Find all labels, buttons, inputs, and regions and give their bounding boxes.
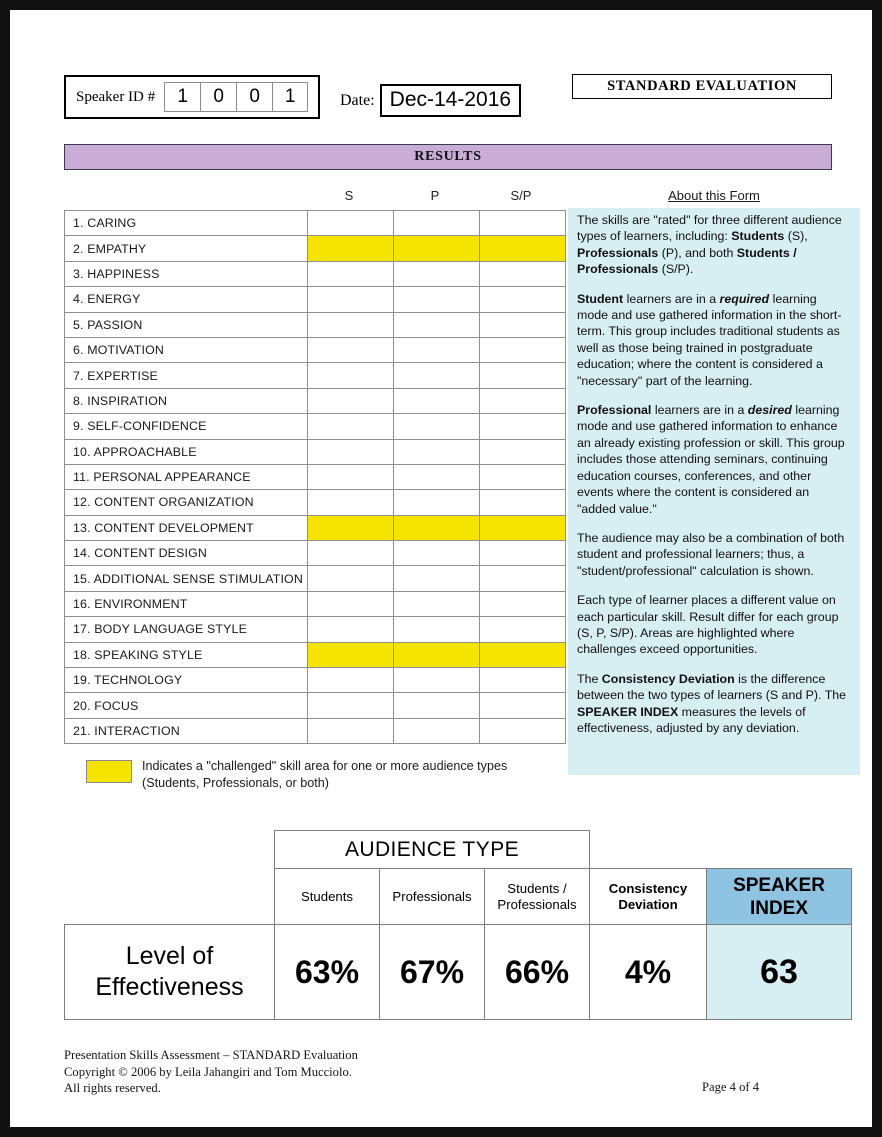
speaker-id-digit[interactable]: 0 (236, 82, 272, 112)
skill-cell-sp[interactable] (480, 718, 566, 743)
skill-cell-s[interactable] (308, 337, 394, 362)
skill-cell-p[interactable] (394, 337, 480, 362)
skill-cell-sp[interactable] (480, 236, 566, 261)
row-label-level-of-effectiveness: Level of Effectiveness (65, 925, 275, 1020)
skill-cell-p[interactable] (394, 464, 480, 489)
skill-cell-sp[interactable] (480, 312, 566, 337)
skill-cell-sp[interactable] (480, 439, 566, 464)
about-paragraph: Professional learners are in a desired learning mode and use gathered information to enhance an already existing profession or skill. This group includes those attending seminars, continuing education courses, conferences, and other events where the content is considered an "added value." (577, 403, 845, 516)
skill-cell-p[interactable] (394, 515, 480, 540)
about-paragraph: Student learners are in a required learning mode and use gathered information in the short-term. This group includes traditional students as well as those being trained in postgraduate education; where the content is considered a "necessary" part of the learning. (577, 291, 842, 388)
speaker-id-box (64, 75, 320, 119)
skill-row (65, 337, 566, 362)
skill-row (65, 211, 566, 236)
value-professionals: 67% (380, 925, 485, 1020)
skill-cell-p[interactable] (394, 261, 480, 286)
skill-cell-s[interactable] (308, 236, 394, 261)
skill-cell-p[interactable] (394, 566, 480, 591)
skill-row (65, 591, 566, 616)
skill-cell-s[interactable] (308, 490, 394, 515)
skill-cell-sp[interactable] (480, 515, 566, 540)
audience-group-header-row (65, 831, 852, 869)
footer-line-1: Presentation Skills Assessment – STANDARD Evaluation (64, 1048, 358, 1062)
skill-label: 11. PERSONAL APPEARANCE (65, 464, 308, 489)
results-banner: RESULTS (64, 144, 832, 170)
skill-label: 1. CARING (65, 211, 308, 236)
skill-row (65, 439, 566, 464)
audience-type-table (64, 830, 852, 1020)
skill-cell-p[interactable] (394, 718, 480, 743)
skill-row (65, 566, 566, 591)
skill-cell-p[interactable] (394, 693, 480, 718)
skill-cell-p[interactable] (394, 363, 480, 388)
skill-cell-s[interactable] (308, 718, 394, 743)
skill-cell-s[interactable] (308, 617, 394, 642)
skill-cell-s[interactable] (308, 211, 394, 236)
skill-cell-s[interactable] (308, 414, 394, 439)
skill-cell-sp[interactable] (480, 617, 566, 642)
audience-values-row (65, 925, 852, 1020)
skill-cell-s[interactable] (308, 566, 394, 591)
skill-cell-s[interactable] (308, 287, 394, 312)
column-header-consistency-deviation: Consistency Deviation (590, 869, 707, 925)
value-students: 63% (275, 925, 380, 1020)
skill-label: 20. FOCUS (65, 693, 308, 718)
skill-cell-p[interactable] (394, 439, 480, 464)
skill-label: 21. INTERACTION (65, 718, 308, 743)
skill-cell-sp[interactable] (480, 541, 566, 566)
skill-row (65, 718, 566, 743)
skill-row (65, 236, 566, 261)
about-form-title: About this Form (668, 188, 760, 203)
audience-subheader-row (65, 869, 852, 925)
footer-line-3: All rights reserved. (64, 1081, 161, 1095)
about-paragraph: The Consistency Deviation is the difference between the two types of learners (S and P). The SPEAKER INDEX measures the levels of effectiveness, adjusted by any deviation. (577, 671, 847, 735)
skill-row (65, 693, 566, 718)
skill-cell-sp[interactable] (480, 668, 566, 693)
skill-label: 14. CONTENT DESIGN (65, 541, 308, 566)
skill-label: 15. ADDITIONAL SENSE STIMULATION (65, 566, 308, 591)
speaker-id-digits (164, 82, 308, 112)
skill-cell-p[interactable] (394, 668, 480, 693)
skill-label: 10. APPROACHABLE (65, 439, 308, 464)
skill-cell-p[interactable] (394, 617, 480, 642)
skill-label: 17. BODY LANGUAGE STYLE (65, 617, 308, 642)
skill-cell-s[interactable] (308, 541, 394, 566)
about-paragraph: The skills are "rated" for three different audience types of learners, including: Students (S), Professionals (P), and both Students / Professionals (S/P). (577, 213, 842, 277)
skill-cell-sp[interactable] (480, 211, 566, 236)
skill-label: 2. EMPATHY (65, 236, 308, 261)
skill-row (65, 261, 566, 286)
page-header (10, 10, 872, 130)
skill-label: 4. ENERGY (65, 287, 308, 312)
speaker-id-digit[interactable]: 0 (200, 82, 236, 112)
skill-row (65, 414, 566, 439)
skill-cell-sp[interactable] (480, 388, 566, 413)
skill-row (65, 642, 566, 667)
about-paragraph: The audience may also be a combination of both student and professional learners; thus, a "student/professional" calculation is shown. (577, 530, 845, 578)
skill-cell-sp[interactable] (480, 693, 566, 718)
skill-cell-s[interactable] (308, 388, 394, 413)
skill-cell-sp[interactable] (480, 566, 566, 591)
skill-cell-p[interactable] (394, 388, 480, 413)
skill-label: 5. PASSION (65, 312, 308, 337)
skill-row (65, 287, 566, 312)
skill-row (65, 388, 566, 413)
skills-table (64, 210, 566, 744)
legend-color-swatch (86, 760, 132, 783)
blank-cell (707, 831, 852, 869)
skill-cell-sp[interactable] (480, 363, 566, 388)
skill-label: 12. CONTENT ORGANIZATION (65, 490, 308, 515)
speaker-id-label: Speaker ID # (76, 88, 156, 105)
value-speaker-index: 63 (707, 925, 852, 1020)
skill-cell-p[interactable] (394, 287, 480, 312)
skill-cell-sp[interactable] (480, 591, 566, 616)
skill-row (65, 515, 566, 540)
skill-cell-p[interactable] (394, 236, 480, 261)
speaker-id-digit[interactable]: 1 (272, 82, 308, 112)
value-students-professionals: 66% (485, 925, 590, 1020)
value-consistency-deviation: 4% (590, 925, 707, 1020)
skill-cell-sp[interactable] (480, 337, 566, 362)
about-form-panel (568, 208, 860, 775)
skill-cell-sp[interactable] (480, 642, 566, 667)
date-label: Date: (340, 91, 375, 109)
skill-label: 16. ENVIRONMENT (65, 591, 308, 616)
about-paragraph: Each type of learner places a different value on each particular skill. Result differ for each group (S, P, S/P). Areas are highlighted where challenges exceed opportunities. (577, 593, 839, 657)
skill-row (65, 312, 566, 337)
skill-cell-p[interactable] (394, 591, 480, 616)
column-header-students-professionals: Students / Professionals (485, 869, 590, 925)
skill-cell-p[interactable] (394, 642, 480, 667)
skill-row (65, 541, 566, 566)
skill-cell-s[interactable] (308, 515, 394, 540)
skills-column-header-p: P (430, 188, 440, 203)
skill-cell-s[interactable] (308, 642, 394, 667)
skill-row (65, 668, 566, 693)
skill-label: 6. MOTIVATION (65, 337, 308, 362)
page-number: Page 4 of 4 (702, 1080, 760, 1094)
skill-cell-sp[interactable] (480, 414, 566, 439)
skill-row (65, 464, 566, 489)
skill-cell-s[interactable] (308, 464, 394, 489)
document-page (10, 10, 872, 1127)
skill-cell-p[interactable] (394, 490, 480, 515)
skills-column-header-s: S (344, 188, 354, 203)
skill-label: 19. TECHNOLOGY (65, 668, 308, 693)
column-header-students: Students (275, 869, 380, 925)
skill-row (65, 617, 566, 642)
skill-cell-sp[interactable] (480, 490, 566, 515)
skill-cell-sp[interactable] (480, 464, 566, 489)
skill-cell-sp[interactable] (480, 287, 566, 312)
skill-row (65, 490, 566, 515)
skill-cell-s[interactable] (308, 693, 394, 718)
skill-label: 9. SELF-CONFIDENCE (65, 414, 308, 439)
form-type-badge: STANDARD EVALUATION (572, 74, 832, 99)
column-header-professionals: Professionals (380, 869, 485, 925)
skill-cell-sp[interactable] (480, 261, 566, 286)
skill-label: 8. INSPIRATION (65, 388, 308, 413)
footer-copyright (64, 1047, 358, 1097)
date-field-group (340, 84, 521, 117)
skill-cell-s[interactable] (308, 439, 394, 464)
skill-label: 3. HAPPINESS (65, 261, 308, 286)
skills-column-header-sp: S/P (510, 188, 532, 203)
skill-row (65, 363, 566, 388)
skill-cell-p[interactable] (394, 211, 480, 236)
legend-description: Indicates a "challenged" skill area for one or more audience types (Students, Professionals, or both) (142, 759, 508, 790)
highlight-legend (86, 758, 542, 791)
skill-cell-s[interactable] (308, 668, 394, 693)
blank-cell (590, 831, 707, 869)
skill-cell-s[interactable] (308, 312, 394, 337)
skill-label: 7. EXPERTISE (65, 363, 308, 388)
audience-type-header: AUDIENCE TYPE (275, 831, 590, 869)
skill-cell-s[interactable] (308, 363, 394, 388)
skill-cell-p[interactable] (394, 414, 480, 439)
speaker-id-digit[interactable]: 1 (164, 82, 200, 112)
date-value[interactable]: Dec-14-2016 (380, 84, 521, 117)
table-corner-blank (65, 831, 275, 869)
column-header-speaker-index: SPEAKER INDEX (707, 869, 852, 925)
blank-cell (65, 869, 275, 925)
skill-cell-p[interactable] (394, 312, 480, 337)
skill-cell-s[interactable] (308, 591, 394, 616)
skill-label: 18. SPEAKING STYLE (65, 642, 308, 667)
skill-cell-s[interactable] (308, 261, 394, 286)
skill-label: 13. CONTENT DEVELOPMENT (65, 515, 308, 540)
skill-cell-p[interactable] (394, 541, 480, 566)
footer-line-2: Copyright © 2006 by Leila Jahangiri and Tom Mucciolo. (64, 1064, 352, 1079)
